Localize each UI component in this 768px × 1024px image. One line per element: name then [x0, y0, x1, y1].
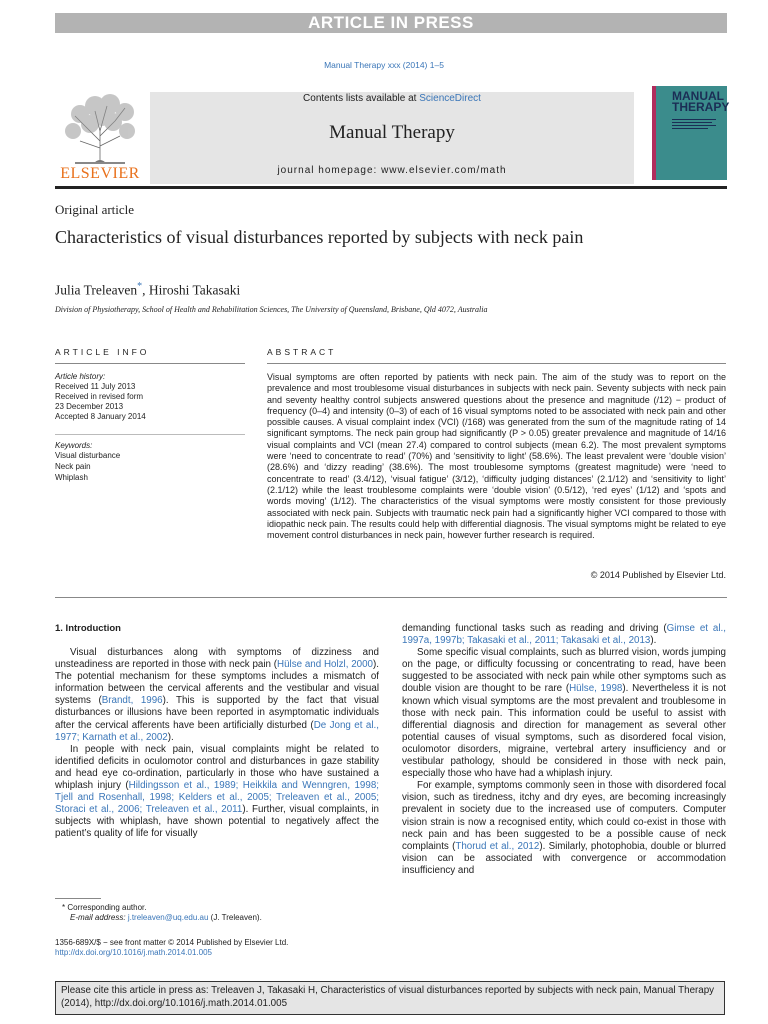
- cover-title-line2: THERAPY: [672, 100, 730, 114]
- paragraph: In people with neck pain, visual complaints might be related to identified deficits in oculomotor control and disturbances in gaze stability and head eye co-ordination, particularly in those who have sustained a whiplash injury (Hildingsson et al., 1989; Heikkila and Wenngren, 1998; Tjell and Rosenhall, 1998; Kelders et al., 2005; Treleaven et al., 2005; Storaci et al., 2006; Treleaven et al., 2011). Further, visual complaints, in subjects with whiplash, have shown potential to negatively affect the patient’s quality of life for visually: [55, 743, 380, 840]
- history-label: Article history:: [55, 372, 106, 381]
- abstract-heading: ABSTRACT: [267, 347, 337, 357]
- elsevier-wordmark: ELSEVIER: [60, 165, 140, 182]
- journal-homepage[interactable]: journal homepage: www.elsevier.com/math: [277, 165, 507, 176]
- footnote-rule: [55, 898, 101, 899]
- sciencedirect-link[interactable]: ScienceDirect: [419, 93, 481, 104]
- cover-text-lines: [672, 118, 720, 132]
- section-heading-introduction: 1. Introduction: [55, 623, 121, 634]
- issn-text: 1356-689X/$ − see front matter © 2014 Published by Elsevier Ltd.: [55, 938, 289, 947]
- article-in-press-banner: ARTICLE IN PRESS: [55, 13, 727, 33]
- email-link[interactable]: j.treleaven@uq.edu.au: [127, 913, 209, 922]
- keywords-label: Keywords:: [55, 441, 93, 450]
- email-label: E-mail address:: [70, 913, 126, 922]
- abstract-text: Visual symptoms are often reported by patients with neck pain. The aim of the study was to report on the prevalence and most troublesome visual disturbances in subjects with neck pain. Seventy subjects with neck pain and seventy healthy control subjects answered questions about the presence and magnitude (/12) − product of frequency (0–4) and intensity (0–3) of each of 16 visual symptoms noted to be associated with neck pain and other possible causes. A visual complaint index (VCI) (/168) was generated from the sum of the magnitude rating of 14 significant symptoms. The neck pain group had significantly (P > 0.05) greater prevalence and magnitude of 14/16 visual complaints and VCI (mean 27.4) compared to control subjects (mean 6.2). The most prevalent symptoms were ‘need to concentrate to read’ (70%) and ‘sensitivity to light’ (58.6%). The least prevalent were ‘double vision’ (28.6%) and ‘dizzy reading’ (38.6%). The most troublesome symptoms (greatest magnitude) were ‘need to concentrate to read’ (3.4/12), ‘visual fatigue’ (3/12), ‘difficulty judging distances’ (2.1/12) and ‘sensitivity to light’ (2.1/12) while the least troublesome complaints were ‘double vision’ (0.5/12), ‘red eyes’ (1/12) and ‘spots and words moving’ (1/12). The characteristics of the visual symptoms were mostly consistent for those previously associated with neck pain. Subjects with traumatic neck pain had a significantly higher VCI compared to those with idiopathic neck pain. The results could help with differential diagnosis. The visual symptoms might be related to eye movement control disturbances in neck pain, however further research is required.: [267, 372, 726, 541]
- paragraph: demanding functional tasks such as reading and driving (Gimse et al., 1997a, 1997b; Takasaki et al., 2011; Takasaki et al., 2013).: [402, 623, 726, 647]
- article-info-rule: [55, 363, 245, 364]
- doi-link[interactable]: http://dx.doi.org/10.1016/j.math.2014.01.005: [55, 948, 213, 957]
- abstract-rule: [267, 363, 726, 364]
- contents-prefix: Contents lists available at: [303, 93, 417, 104]
- history-item: Received in revised form: [55, 392, 144, 401]
- contents-available: [150, 93, 634, 104]
- citation-link[interactable]: Hildingsson et al., 1989; Heikkila and Wenngren, 1998; Tjell and Rosenhall, 1998; Kelders et al., 2005; Treleaven et al., 2005; Storaci et al., 2006; Treleaven et al., 2011: [55, 780, 380, 816]
- keyword: Visual disturbance: [55, 451, 121, 460]
- cover-title: [672, 91, 728, 113]
- author-list: [55, 281, 240, 299]
- keyword: Whiplash: [55, 473, 88, 482]
- corresponding-author-marker[interactable]: *: [137, 281, 143, 292]
- citation-link[interactable]: Hülse and Holzl, 2000: [277, 659, 374, 671]
- abstract-bottom-rule: [55, 597, 727, 598]
- author-separator: ,: [142, 282, 149, 298]
- abstract-copyright: © 2014 Published by Elsevier Ltd.: [590, 570, 726, 580]
- paragraph: Visual disturbances along with symptoms of dizziness and unsteadiness are reported in those with neck pain (Hülse and Holzl, 2000). The potential mechanism for these symptoms includes a mismatch of information between the cervical afferents and the vestibular and visual systems (Brandt, 1996). This is supported by the fact that visual disturbances or illusions have been reported in asymptomatic individuals after the cervical afferents have been artificially disturbed (De Jong et al., 1977; Karnath et al., 2002).: [55, 647, 379, 743]
- article-info-heading: ARTICLE INFO: [55, 347, 150, 357]
- keyword: Neck pain: [55, 462, 91, 471]
- email-note: E-mail address: j.treleaven@uq.edu.au (J. Treleaven).: [70, 913, 262, 922]
- paragraph: Some specific visual complaints, such as blurred vision, words jumping on the page, or difficulty focussing or concentrating to read, have been suggested to be associated with neck pain while other symptoms such as double vision are thought to be rare (Hülse, 1998). Nevertheless it is not known which visual symptoms are the most prevalent and troublesome in those with neck pain. This information could be useful to assist with differential diagnosis and direction for management as several other potential causes of visual symptoms, such as disordered focal vision, oculomotor disorders, migraine, vertebral artery insufficiency and or vestibular pathology, should be considered in those with neck pain, especially those who have had a whiplash injury.: [402, 647, 726, 780]
- history-item: Accepted 8 January 2014: [55, 412, 146, 421]
- citation-link[interactable]: De Jong et al., 1977; Karnath et al., 2002: [55, 719, 379, 743]
- citation-box: Please cite this article in press as: Treleaven J, Takasaki H, Characteristics of visual disturbances reported by subjects with neck pain, Manual Therapy (2014), http://dx.doi.org/10.1016/j.math.2014.01.005: [55, 981, 725, 1015]
- journal-citation[interactable]: Manual Therapy xxx (2014) 1–5: [324, 60, 444, 70]
- intro-left-column: [55, 647, 379, 841]
- author-1[interactable]: Julia Treleaven: [55, 282, 138, 298]
- article-title: Characteristics of visual disturbances reported by subjects with neck pain: [55, 227, 584, 247]
- corresponding-author-note: * Corresponding author.: [62, 903, 147, 912]
- intro-right-column: [402, 623, 726, 877]
- header-rule: [55, 186, 727, 189]
- cover-title-line1: MANUAL: [672, 89, 724, 103]
- author-2[interactable]: Hiroshi Takasaki: [148, 282, 241, 298]
- affiliation: Division of Physiotherapy, School of Health and Rehabilitation Sciences, The University of Queensland, Brisbane, Qld 4072, Australia: [55, 305, 488, 314]
- paragraph: For example, symptoms commonly seen in those with disordered focal vision, such as tiredness, itchy and dry eyes, are becoming increasingly prevalent in society due to the increased use of computers. Computer vision strain is now a recognised entity, which could co-exist in those with neck pain and has been suggested to be a possible cause of neck complaints (Thorud et al., 2012). Similarly, photophobia, double or blurred vision can be associated with convergence or accommodation insufficiency and: [402, 780, 726, 876]
- history-item: Received 11 July 2013: [55, 382, 136, 391]
- citation-link[interactable]: Hülse, 1998: [569, 683, 623, 695]
- history-item: 23 December 2013: [55, 402, 124, 411]
- citation-link[interactable]: Brandt, 1996: [101, 695, 163, 707]
- issn-line: [55, 938, 288, 958]
- article-type: Original article: [55, 202, 135, 217]
- keywords-rule: [55, 434, 245, 435]
- journal-title: Manual Therapy: [329, 122, 455, 143]
- citation-link[interactable]: Gimse et al., 1997a, 1997b; Takasaki et al., 2011; Takasaki et al., 2013: [402, 623, 726, 647]
- citation-link[interactable]: Thorud et al., 2012: [455, 840, 540, 852]
